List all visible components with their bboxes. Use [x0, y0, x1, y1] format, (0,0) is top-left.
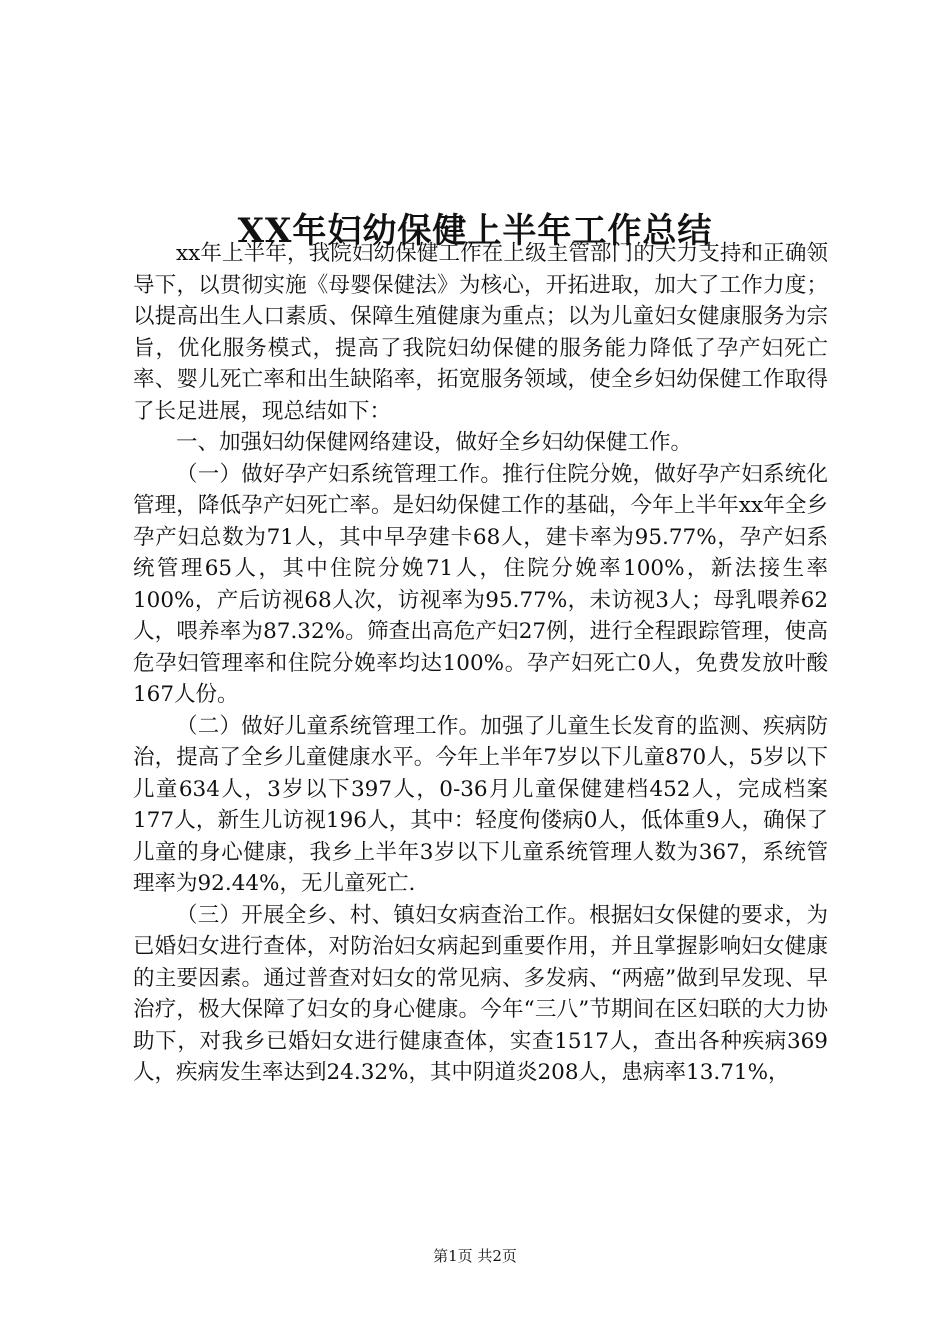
- section-heading-1: 一、加强妇幼保健网络建设，做好全乡妇幼保健工作。: [176, 430, 693, 455]
- page-number-footer: 第1页 共2页: [433, 1247, 517, 1265]
- document-body: [133, 238, 828, 1089]
- paragraph-maternal-management: （一）做好孕产妇系统管理工作。推行住院分娩，做好孕产妇系统化管理，降低孕产妇死亡率。是妇幼保健工作的基础，今年上半年xx年全乡孕产妇总数为71人，其中早孕建卡68人，建卡率为95.77%，孕产妇系统管理65人，其中住院分娩71人，住院分娩率100%，新法接生率100%，产后访视68人次，访视率为95.77%，未访视3人；母乳喂养62人，喂养率为87.32%。筛查出高危产妇27例，进行全程跟踪管理，使高危孕妇管理率和住院分娩率均达100%。孕产妇死亡0人，免费发放叶酸167人份。: [133, 461, 828, 707]
- intro-paragraph: xx年上半年，我院妇幼保健工作在上级主管部门的大力支持和正确领导下，以贯彻实施《母婴保健法》为核心，开拓进取，加大了工作力度；以提高出生人口素质、保障生殖健康为重点；以为儿童妇女健康服务为宗旨，优化服务模式，提高了我院妇幼保健的服务能力降低了孕产妇死亡率、婴儿死亡率和出生缺陷率，拓宽服务领域，使全乡妇幼保健工作取得了长足进展，现总结如下：: [133, 241, 828, 424]
- document-title: XX年妇幼保健上半年工作总结: [237, 210, 713, 251]
- paragraph-child-management: （二）做好儿童系统管理工作。加强了儿童生长发育的监测、疾病防治，提高了全乡儿童健康水平。今年上半年7岁以下儿童870人，5岁以下儿童634人，3岁以下397人，0-36月儿童保健建档452人，完成档案177人，新生儿访视196人，其中：轻度佝偻病0人，低体重9人，确保了儿童的身心健康，我乡上半年3岁以下儿童系统管理人数为367，系统管理率为92.44%，无儿童死亡.: [133, 713, 828, 896]
- paragraph-women-disease: （三）开展全乡、村、镇妇女病查治工作。根据妇女保健的要求，为已婚妇女进行查体，对防治妇女病起到重要作用，并且掌握影响妇女健康的主要因素。通过普查对妇女的常见病、多发病、“两癌”做到早发现、早治疗，极大保障了妇女的身心健康。今年“三八”节期间在区妇联的大力协助下，对我乡已婚妇女进行健康查体，实查1517人，查出各种疾病369人，疾病发生率达到24.32%，其中阴道炎208人，患病率13.71%，: [133, 902, 828, 1085]
